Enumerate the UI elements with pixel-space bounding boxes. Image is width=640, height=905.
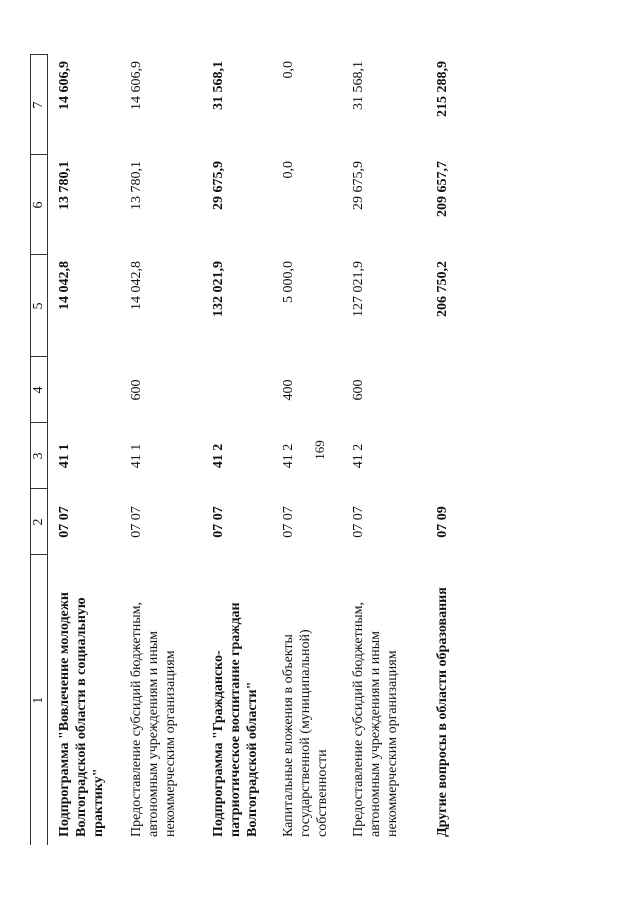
row-name: Предоставление субсидий бюджетным, автономным учреждениям и иным некоммерческим организациям — [129, 601, 178, 837]
target-article-code: 41 1 — [57, 443, 72, 469]
amount-col6: 13 780,1 — [129, 161, 144, 210]
row-name: Подпрограмма "Вовлечение молодежи Волгоградской области в социальную практику" — [57, 592, 106, 837]
amount-col6: 29 675,9 — [211, 161, 226, 210]
table-row — [120, 55, 202, 845]
amount-col5: 132 021,9 — [211, 261, 226, 317]
column-header: 4 — [31, 357, 48, 423]
amount-col5: 127 021,9 — [351, 261, 366, 317]
column-header: 6 — [31, 155, 48, 255]
column-header: 1 — [31, 555, 48, 845]
amount-col5: 14 042,8 — [57, 261, 72, 310]
target-article-code: 41 2 — [281, 443, 296, 469]
table-header-row — [31, 55, 48, 845]
table-row — [202, 55, 272, 845]
amount-col7: 0,0 — [281, 61, 296, 79]
amount-col7: 31 568,1 — [211, 61, 226, 110]
expense-type-code: 600 — [129, 379, 144, 401]
section-code: 07 07 — [57, 506, 72, 538]
table-row — [426, 55, 476, 845]
budget-table — [30, 55, 476, 846]
table-row — [48, 55, 121, 845]
expense-type-code — [202, 357, 272, 423]
section-code: 07 09 — [435, 506, 450, 538]
rotated-table-container — [30, 55, 610, 845]
amount-col6: 13 780,1 — [57, 161, 72, 210]
expense-type-code: 400 — [281, 379, 296, 401]
target-article-code: 41 1 — [129, 443, 144, 469]
amount-col7: 31 568,1 — [351, 61, 366, 110]
target-article-code: 41 2 — [351, 443, 366, 469]
section-code: 07 07 — [129, 506, 144, 538]
expense-type-code — [426, 357, 476, 423]
amount-col7: 14 606,9 — [57, 61, 72, 110]
column-header: 2 — [31, 489, 48, 555]
amount-col7: 215 288,9 — [435, 61, 450, 117]
amount-col6: 209 657,7 — [435, 161, 450, 217]
amount-col6: 0,0 — [281, 161, 296, 179]
expense-type-code — [48, 357, 121, 423]
section-code: 07 07 — [351, 506, 366, 538]
column-header: 3 — [31, 423, 48, 489]
expense-type-code: 600 — [351, 379, 366, 401]
section-code: 07 07 — [281, 506, 296, 538]
table-row — [342, 55, 426, 845]
table-row — [272, 55, 342, 845]
amount-col5: 5 000,0 — [281, 261, 296, 303]
row-name: Капитальные вложения в объекты государственной (муниципальной) собственности — [281, 629, 330, 837]
row-name: Предоставление субсидий бюджетным, автономным учреждениям и иным некоммерческим организациям — [351, 601, 400, 837]
row-name: Другие вопросы в области образования — [435, 587, 450, 837]
section-code: 07 07 — [211, 506, 226, 538]
amount-col5: 206 750,2 — [435, 261, 450, 317]
column-header: 7 — [31, 55, 48, 155]
budget-table-sheet — [30, 55, 610, 845]
row-name: Подпрограмма "Гражданско-патриотическое воспитание граждан Волгоградской области" — [211, 602, 260, 837]
page-number: 169 — [312, 440, 327, 460]
amount-col5: 14 042,8 — [129, 261, 144, 310]
target-article-code — [426, 423, 476, 489]
column-header: 5 — [31, 255, 48, 357]
target-article-code: 41 2 — [211, 443, 226, 469]
amount-col7: 14 606,9 — [129, 61, 144, 110]
amount-col6: 29 675,9 — [351, 161, 366, 210]
